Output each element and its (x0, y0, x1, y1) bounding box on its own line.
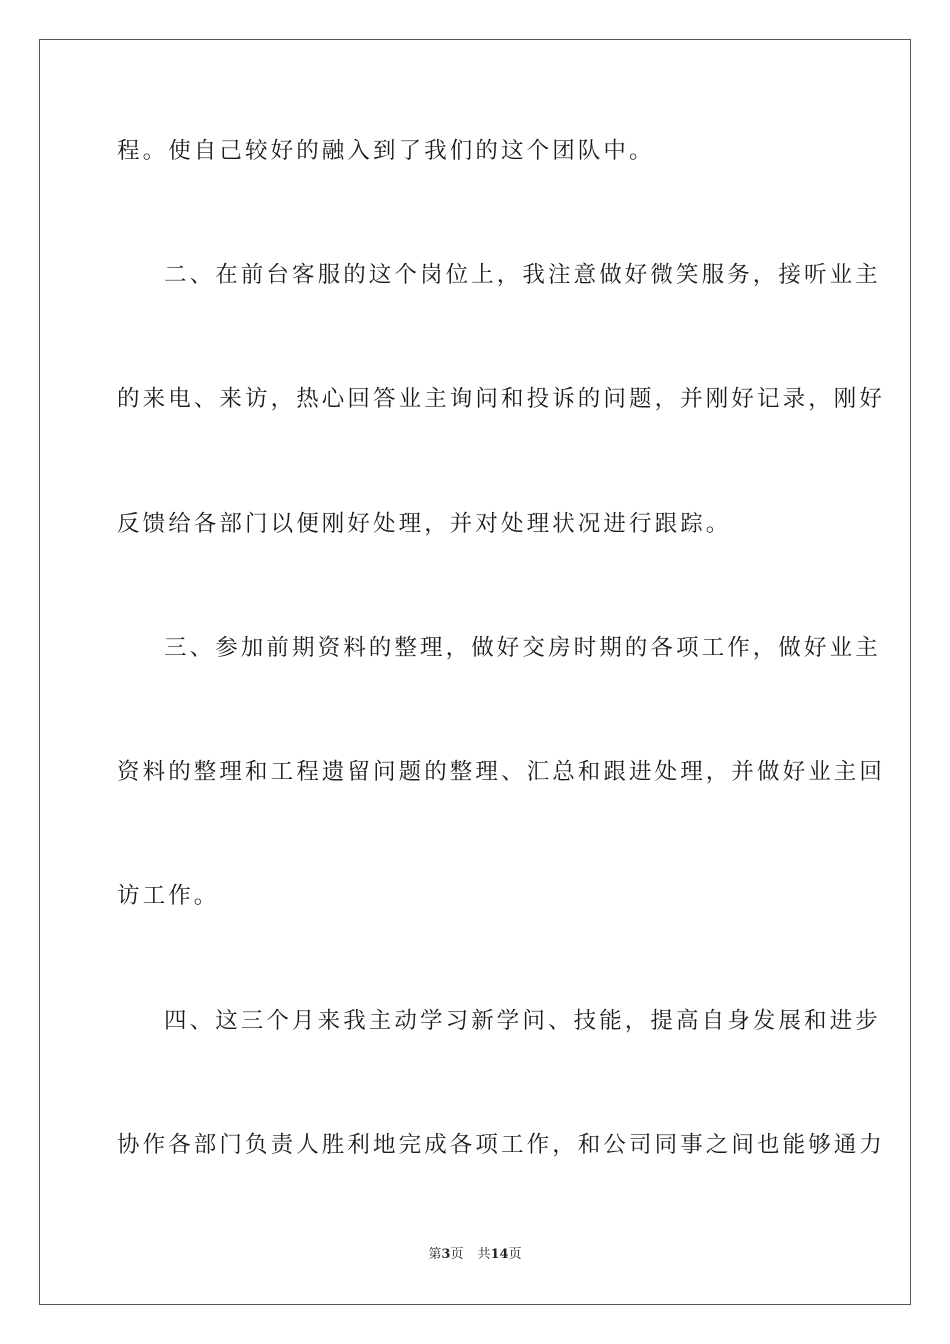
page-footer (0, 1246, 950, 1264)
text-line-2: 二、在前台客服的这个岗位上，我注意做好微笑服务，接听业主 (164, 262, 881, 288)
text-line-4: 反馈给各部门以便刚好处理，并对处理状况进行跟踪。 (117, 511, 732, 537)
text-line-3: 的来电、来访，热心回答业主询问和投诉的问题，并刚好记录，刚好 (117, 386, 886, 412)
text-line-8: 四、这三个月来我主动学习新学问、技能，提高自身发展和进步 (164, 1008, 881, 1034)
total-pages: 14 (490, 1247, 509, 1262)
text-line-6: 资料的整理和工程遗留问题的整理、汇总和跟进处理，并做好业主回 (117, 759, 886, 785)
text-line-7: 访工作。 (117, 883, 220, 909)
text-line-1: 程。使自己较好的融入到了我们的这个团队中。 (117, 138, 655, 164)
page-border (39, 39, 911, 1305)
page-number: 3 (441, 1247, 451, 1262)
page-prefix: 第 (428, 1247, 442, 1262)
total-suffix: 页 (508, 1247, 522, 1262)
text-line-5: 三、参加前期资料的整理，做好交房时期的各项工作，做好业主 (164, 635, 881, 661)
total-prefix: 共 (477, 1247, 491, 1262)
page-suffix: 页 (450, 1247, 464, 1262)
text-line-9: 协作各部门负责人胜利地完成各项工作，和公司同事之间也能够通力 (117, 1132, 886, 1158)
